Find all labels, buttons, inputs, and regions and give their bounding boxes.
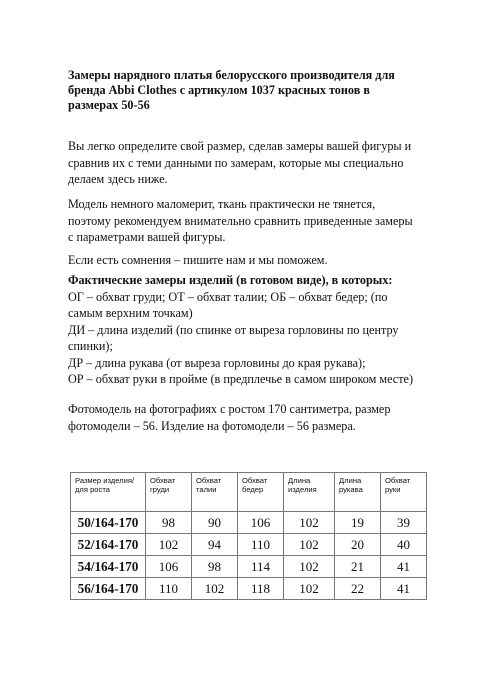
table-row [71, 534, 427, 556]
table-cell: 22 [335, 578, 381, 600]
table-cell: 98 [146, 512, 192, 534]
column-header: Длина изделия [284, 473, 335, 512]
table-cell: 110 [146, 578, 192, 600]
table-cell: 41 [381, 578, 427, 600]
measures-legend [68, 272, 413, 388]
size-cell: 56/164-170 [71, 578, 146, 600]
measures-heading: Фактические замеры изделий (в готовом виде), в которых: [68, 273, 393, 287]
table-row [71, 512, 427, 534]
table-header-row [71, 473, 427, 512]
column-header: Обхват груди [146, 473, 192, 512]
table-cell: 102 [284, 556, 335, 578]
size-cell: 50/164-170 [71, 512, 146, 534]
table-cell: 98 [192, 556, 238, 578]
model-info-paragraph: Фотомодель на фотографиях с ростом 170 сантиметра, размер фотомодели – 56. Изделие на фотомодели – 56 размера. [68, 402, 391, 433]
measures-line: ДР – длина рукава (от выреза горловины до края рукава); [68, 355, 366, 370]
table-cell: 106 [146, 556, 192, 578]
measures-line: ОР – обхват руки в пройме (в предплечье в самом широком месте) [68, 372, 413, 386]
size-cell: 54/164-170 [71, 556, 146, 578]
table-cell: 90 [192, 512, 238, 534]
fit-note-paragraph: Модель немного маломерит, ткань практически не тянется, поэтому рекомендуем внимательно сравнить приведенные замеры с параметрами вашей фигуры. [68, 197, 413, 244]
table-cell: 41 [381, 556, 427, 578]
table-row [71, 556, 427, 578]
table-cell: 39 [381, 512, 427, 534]
table-cell: 110 [238, 534, 284, 556]
table-cell: 21 [335, 556, 381, 578]
table-cell: 114 [238, 556, 284, 578]
column-header: Обхват бедер [238, 473, 284, 512]
table-cell: 102 [284, 578, 335, 600]
size-cell: 52/164-170 [71, 534, 146, 556]
table-cell: 94 [192, 534, 238, 556]
contact-paragraph: Если есть сомнения – пишите нам и мы поможем. [68, 253, 328, 267]
table-cell: 40 [381, 534, 427, 556]
table-cell: 19 [335, 512, 381, 534]
table-cell: 102 [284, 534, 335, 556]
size-table [70, 472, 427, 600]
intro-paragraph: Вы легко определите свой размер, сделав замеры вашей фигуры и сравнив их с теми данными по замерам, которые мы специально делаем здесь ниже. [68, 139, 412, 186]
table-cell: 102 [192, 578, 238, 600]
measures-line: ОГ – обхват груди; ОТ – обхват талии; ОБ – обхват бедер; (по самым верхним точкам) [68, 289, 388, 320]
table-cell: 102 [146, 534, 192, 556]
table-cell: 118 [238, 578, 284, 600]
page-title: Замеры нарядного платья белорусского производителя для бренда Abbi Clothes с артикулом 1037 красных тонов в размерах 50-56 [68, 68, 395, 112]
column-header: Обхват талии [192, 473, 238, 512]
measures-line: ДИ – длина изделий (по спинке от выреза горловины по центру спинки); [68, 322, 399, 353]
table-cell: 106 [238, 512, 284, 534]
table-cell: 20 [335, 534, 381, 556]
table-row [71, 578, 427, 600]
column-header: Длина рукава [335, 473, 381, 512]
column-header: Размер изделия/для роста [71, 473, 146, 512]
column-header: Обхват руки [381, 473, 427, 512]
table-cell: 102 [284, 512, 335, 534]
